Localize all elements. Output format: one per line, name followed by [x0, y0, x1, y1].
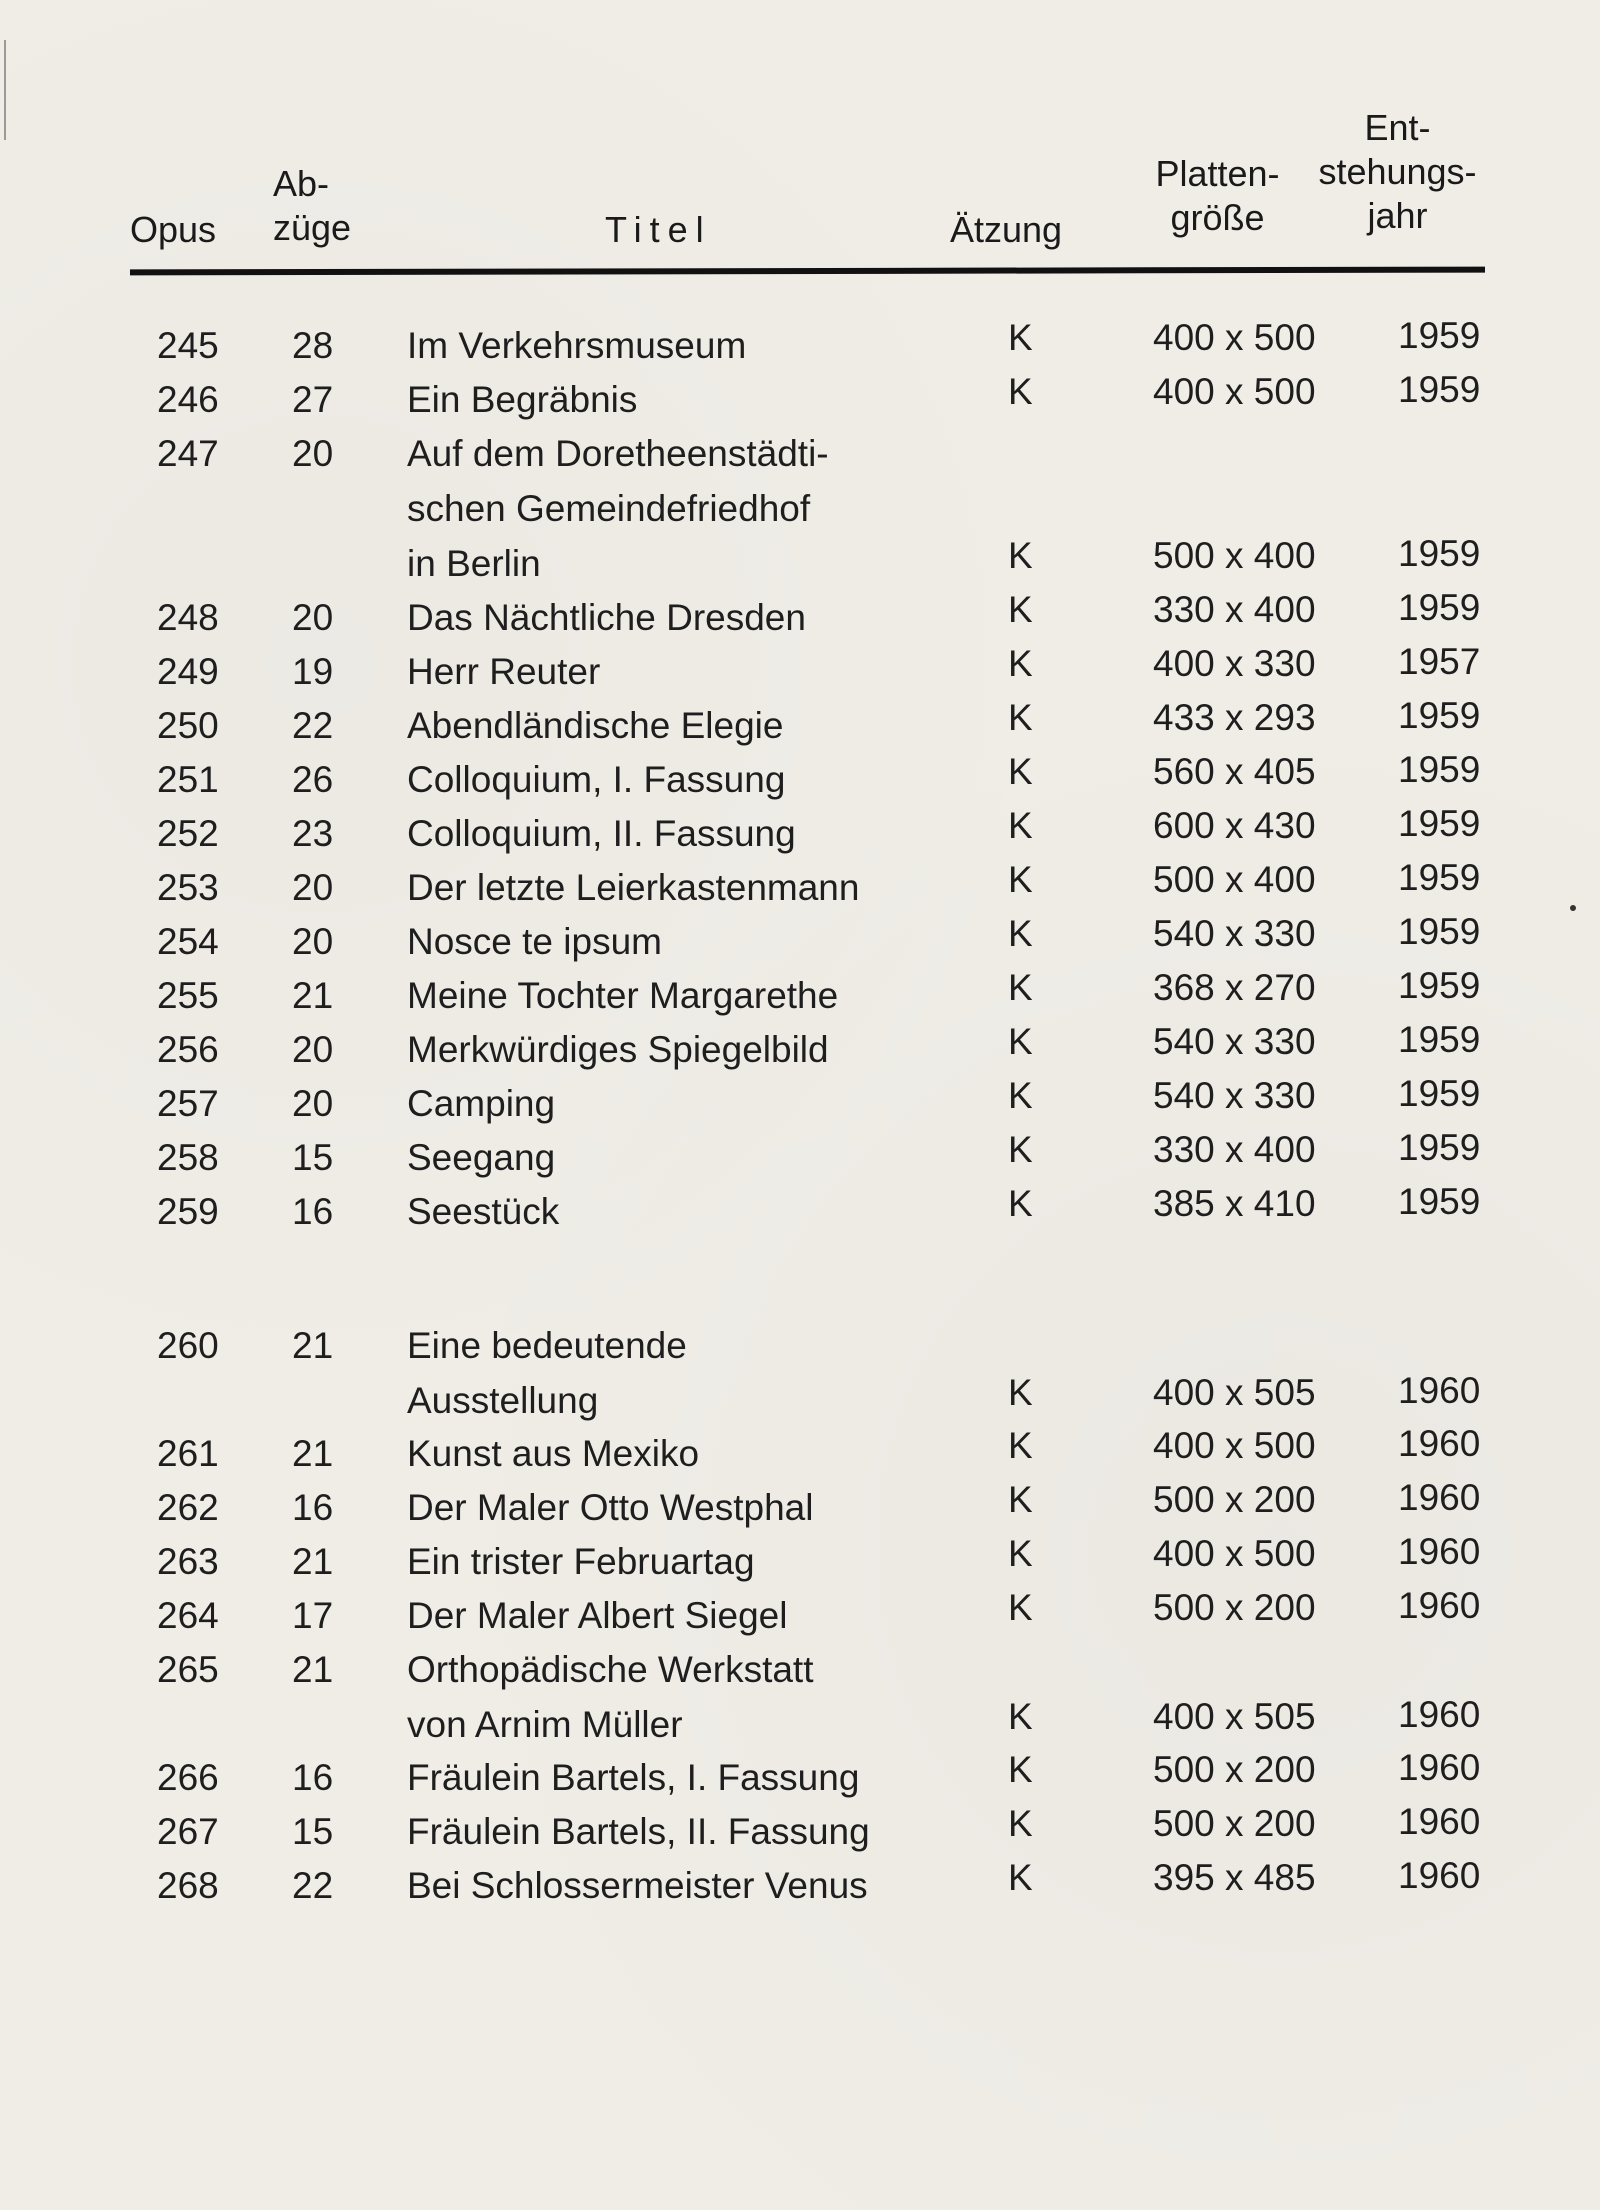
opus-number: 258	[157, 1137, 219, 1178]
print-count: 28	[292, 325, 334, 366]
title-line: Nosce te ipsum	[407, 921, 662, 962]
opus-number: 255	[157, 975, 219, 1016]
opus-number: 267	[157, 1811, 219, 1852]
etching-type: K	[1008, 751, 1033, 792]
creation-year: 1960	[1398, 1423, 1481, 1464]
print-count: 16	[292, 1487, 334, 1528]
creation-year: 1959	[1398, 1181, 1481, 1222]
plate-size: 540 x 330	[1153, 1021, 1316, 1062]
plate-size: 400 x 505	[1153, 1696, 1316, 1737]
plate-size: 500 x 200	[1153, 1803, 1316, 1844]
title-line: Der Maler Otto Westphal	[407, 1487, 814, 1528]
print-count: 17	[292, 1595, 334, 1636]
print-count: 22	[292, 705, 334, 746]
print-count: 21	[292, 975, 334, 1016]
header-plattengroesse-line: größe	[1170, 197, 1265, 238]
etching-type: K	[1008, 859, 1033, 900]
plate-size: 500 x 200	[1153, 1587, 1316, 1628]
print-count: 21	[292, 1649, 334, 1690]
opus-number: 260	[157, 1325, 219, 1366]
artwork-title	[407, 590, 806, 645]
creation-year: 1959	[1398, 803, 1481, 844]
creation-year: 1959	[1398, 857, 1481, 898]
print-count: 20	[292, 921, 334, 962]
creation-year: 1960	[1398, 1531, 1481, 1572]
artwork-title	[407, 752, 785, 807]
opus-number: 262	[157, 1487, 219, 1528]
header-plattengroesse-line: Platten-	[1155, 153, 1280, 194]
opus-number: 265	[157, 1649, 219, 1690]
header-entstehungsjahr-line: jahr	[1367, 195, 1428, 236]
creation-year: 1960	[1398, 1370, 1481, 1411]
creation-year: 1960	[1398, 1694, 1481, 1735]
artwork-title	[407, 372, 637, 427]
print-count: 20	[292, 597, 334, 638]
print-count: 27	[292, 379, 334, 420]
creation-year: 1959	[1398, 1127, 1481, 1168]
print-count: 16	[292, 1757, 334, 1798]
etching-type: K	[1008, 1857, 1033, 1898]
creation-year: 1960	[1398, 1585, 1481, 1626]
opus-number: 256	[157, 1029, 219, 1070]
creation-year: 1960	[1398, 1747, 1481, 1788]
etching-type: K	[1008, 1425, 1033, 1466]
etching-type: K	[1008, 1021, 1033, 1062]
title-line: Der Maler Albert Siegel	[407, 1595, 788, 1636]
plate-size: 400 x 505	[1153, 1372, 1316, 1413]
opus-number: 249	[157, 651, 219, 692]
opus-number: 246	[157, 379, 219, 420]
creation-year: 1959	[1398, 315, 1481, 356]
header-abzuege-line: züge	[273, 207, 352, 248]
print-count: 21	[292, 1325, 334, 1366]
title-line: Ausstellung	[407, 1380, 599, 1421]
creation-year: 1960	[1398, 1855, 1481, 1896]
etching-type: K	[1008, 1587, 1033, 1628]
title-line: in Berlin	[407, 543, 541, 584]
etching-type: K	[1008, 371, 1033, 412]
header-titel: Titel	[605, 209, 712, 250]
opus-number: 254	[157, 921, 219, 962]
artwork-title	[407, 860, 859, 915]
opus-number: 259	[157, 1191, 219, 1232]
opus-number: 245	[157, 325, 219, 366]
plate-size: 395 x 485	[1153, 1857, 1316, 1898]
creation-year: 1960	[1398, 1477, 1481, 1518]
print-count: 20	[292, 433, 334, 474]
etching-type: K	[1008, 805, 1033, 846]
artwork-title	[407, 318, 746, 373]
artwork-title	[407, 1750, 859, 1805]
opus-number: 253	[157, 867, 219, 908]
plate-size: 540 x 330	[1153, 1075, 1316, 1116]
artwork-title	[407, 914, 662, 969]
creation-year: 1959	[1398, 1073, 1481, 1114]
artwork-title	[407, 1076, 555, 1131]
artwork-title	[407, 1642, 814, 1752]
etching-type: K	[1008, 1075, 1033, 1116]
print-count: 26	[292, 759, 334, 800]
artwork-title	[407, 1858, 868, 1913]
print-count: 22	[292, 1865, 334, 1906]
opus-number: 264	[157, 1595, 219, 1636]
plate-size: 330 x 400	[1153, 589, 1316, 630]
plate-size: 433 x 293	[1153, 697, 1316, 738]
title-line: Auf dem Doretheenstädti-	[407, 433, 829, 474]
opus-number: 251	[157, 759, 219, 800]
opus-number: 263	[157, 1541, 219, 1582]
title-line: Meine Tochter Margarethe	[407, 975, 839, 1016]
title-line: Der letzte Leierkastenmann	[407, 867, 860, 908]
plate-size: 600 x 430	[1153, 805, 1316, 846]
title-line: Orthopädische Werkstatt	[407, 1649, 814, 1690]
title-line: Merkwürdiges Spiegelbild	[407, 1029, 829, 1070]
artwork-title	[407, 1318, 687, 1428]
plate-size: 400 x 330	[1153, 643, 1316, 684]
etching-type: K	[1008, 1479, 1033, 1520]
etching-type: K	[1008, 1803, 1033, 1844]
header-entstehungsjahr-line: Ent-	[1364, 107, 1431, 148]
title-line: Im Verkehrsmuseum	[407, 325, 747, 366]
etching-type: K	[1008, 535, 1033, 576]
artwork-title	[407, 1534, 755, 1589]
etching-type: K	[1008, 589, 1033, 630]
title-line: Seegang	[407, 1137, 556, 1178]
print-count: 16	[292, 1191, 334, 1232]
creation-year: 1957	[1398, 641, 1481, 682]
etching-type: K	[1008, 317, 1033, 358]
plate-size: 400 x 500	[1153, 371, 1316, 412]
opus-number: 248	[157, 597, 219, 638]
plate-size: 368 x 270	[1153, 967, 1316, 1008]
artwork-title	[407, 1588, 787, 1643]
print-count: 19	[292, 651, 334, 692]
title-line: Seestück	[407, 1191, 560, 1232]
creation-year: 1959	[1398, 587, 1481, 628]
etching-type: K	[1008, 697, 1033, 738]
plate-size: 540 x 330	[1153, 913, 1316, 954]
creation-year: 1959	[1398, 911, 1481, 952]
creation-year: 1959	[1398, 965, 1481, 1006]
artwork-title	[407, 1184, 559, 1239]
ink-speck	[1570, 905, 1576, 911]
creation-year: 1960	[1398, 1801, 1481, 1842]
artwork-title	[407, 1480, 813, 1535]
title-line: von Arnim Müller	[407, 1704, 683, 1745]
print-count: 15	[292, 1811, 334, 1852]
artwork-title	[407, 1130, 555, 1185]
title-line: Das Nächtliche Dresden	[407, 597, 806, 638]
artwork-title	[407, 698, 783, 753]
header-opus: Opus	[130, 209, 217, 250]
opus-number: 261	[157, 1433, 219, 1474]
etching-type: K	[1008, 967, 1033, 1008]
plate-size: 500 x 200	[1153, 1749, 1316, 1790]
title-line: Kunst aus Mexiko	[407, 1433, 700, 1474]
title-line: Colloquium, I. Fassung	[407, 759, 786, 800]
plate-size: 400 x 500	[1153, 1533, 1316, 1574]
title-line: Abendländische Elegie	[407, 705, 784, 746]
creation-year: 1959	[1398, 533, 1481, 574]
artwork-title	[407, 1022, 829, 1077]
title-line: Colloquium, II. Fassung	[407, 813, 796, 854]
title-line: Camping	[407, 1083, 556, 1124]
title-line: schen Gemeindefriedhof	[407, 488, 811, 529]
etching-type: K	[1008, 643, 1033, 684]
etching-type: K	[1008, 913, 1033, 954]
creation-year: 1959	[1398, 695, 1481, 736]
artwork-title	[407, 1804, 870, 1859]
artwork-title	[407, 1426, 699, 1481]
print-count: 21	[292, 1541, 334, 1582]
creation-year: 1959	[1398, 369, 1481, 410]
plate-size: 560 x 405	[1153, 751, 1316, 792]
opus-number: 266	[157, 1757, 219, 1798]
header-aetzung: Ätzung	[950, 209, 1063, 250]
title-line: Bei Schlossermeister Venus	[407, 1865, 868, 1906]
etching-type: K	[1008, 1129, 1033, 1170]
etching-type: K	[1008, 1183, 1033, 1224]
print-count: 15	[292, 1137, 334, 1178]
title-line: Fräulein Bartels, I. Fassung	[407, 1757, 860, 1798]
plate-size: 500 x 400	[1153, 535, 1316, 576]
opus-number: 247	[157, 433, 219, 474]
print-count: 20	[292, 1083, 334, 1124]
plate-size: 400 x 500	[1153, 1425, 1316, 1466]
artwork-title	[407, 644, 600, 699]
opus-number: 268	[157, 1865, 219, 1906]
artwork-title	[407, 968, 838, 1023]
title-line: Herr Reuter	[407, 651, 601, 692]
plate-size: 500 x 400	[1153, 859, 1316, 900]
title-line: Ein trister Februartag	[407, 1541, 755, 1582]
creation-year: 1959	[1398, 1019, 1481, 1060]
opus-number: 252	[157, 813, 219, 854]
title-line: Eine bedeutende	[407, 1325, 687, 1366]
plate-size: 385 x 410	[1153, 1183, 1316, 1224]
artwork-title	[407, 806, 796, 861]
print-count: 21	[292, 1433, 334, 1474]
etching-type: K	[1008, 1372, 1033, 1413]
creation-year: 1959	[1398, 749, 1481, 790]
title-line: Ein Begräbnis	[407, 379, 638, 420]
artwork-title	[407, 426, 829, 591]
plate-size: 400 x 500	[1153, 317, 1316, 358]
header-abzuege-line: Ab-	[273, 163, 330, 204]
etching-type: K	[1008, 1533, 1033, 1574]
plate-size: 330 x 400	[1153, 1129, 1316, 1170]
header-entstehungsjahr-line: stehungs-	[1318, 151, 1477, 192]
title-line: Fräulein Bartels, II. Fassung	[407, 1811, 870, 1852]
opus-number: 257	[157, 1083, 219, 1124]
print-count: 23	[292, 813, 334, 854]
print-count: 20	[292, 867, 334, 908]
print-count: 20	[292, 1029, 334, 1070]
etching-type: K	[1008, 1696, 1033, 1737]
opus-number: 250	[157, 705, 219, 746]
plate-size: 500 x 200	[1153, 1479, 1316, 1520]
etching-type: K	[1008, 1749, 1033, 1790]
